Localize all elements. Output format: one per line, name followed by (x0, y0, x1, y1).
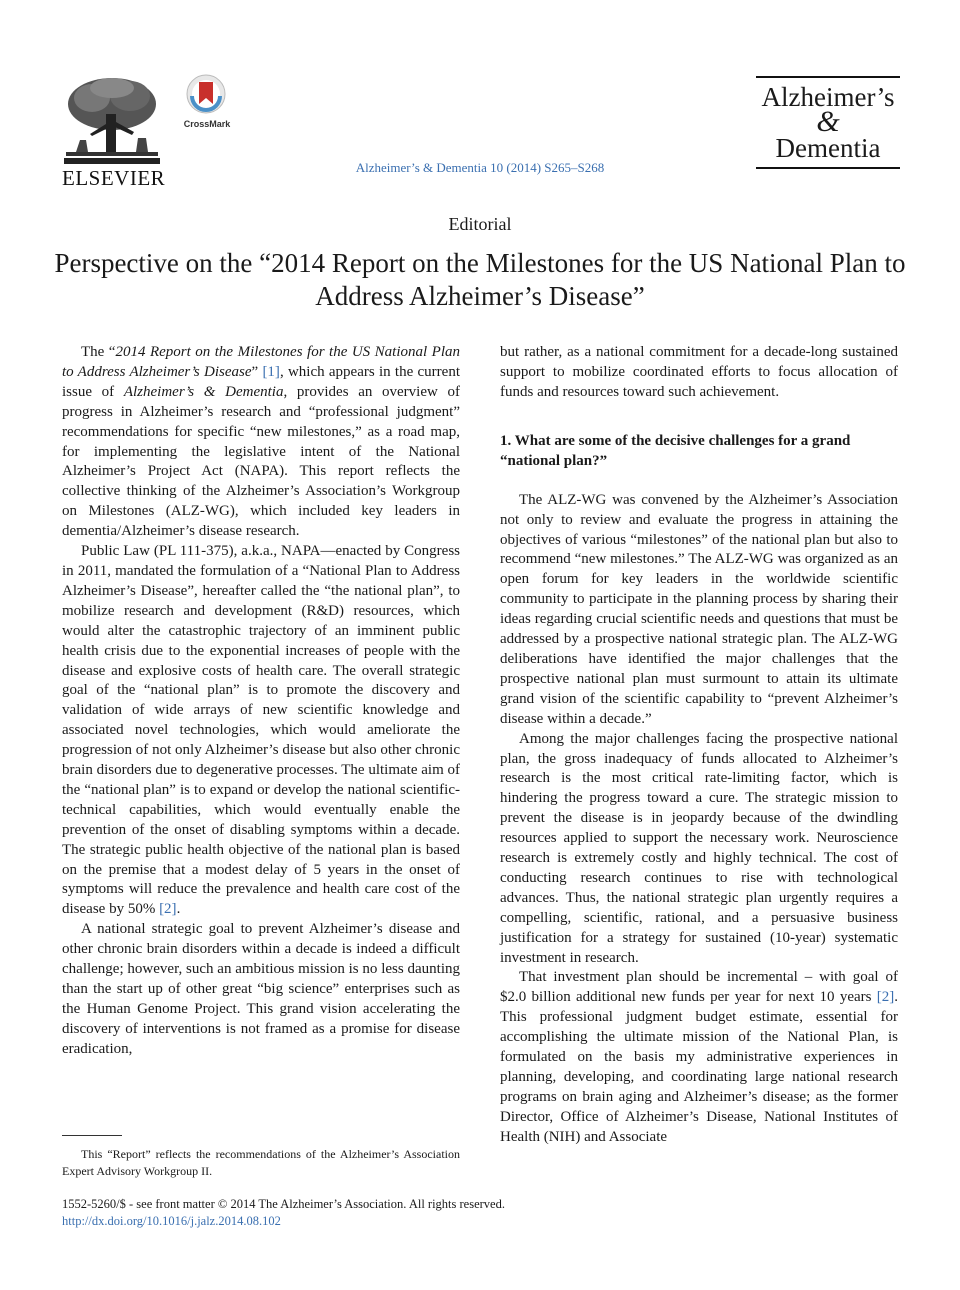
logo-rule-top (756, 76, 900, 78)
journal-logo (756, 76, 900, 169)
article-type: Editorial (448, 214, 512, 234)
paragraph-3: A national strategic goal to prevent Alzheimer’s disease and other chronic brain disorders within a decade is indeed a difficult challenge; however, such an ambitious mission is no less daunting than the start up of other great “big science” enterprises such as the Human Genome Project. This grand vision accelerating the discovery of interventions is not framed as a promise for disease eradication, (62, 921, 460, 1057)
section-heading-1: 1. What are some of the decisive challenges for a grand “national plan?” (500, 432, 851, 469)
crossmark-label: CrossMark (183, 119, 231, 129)
footnote: This “Report” reflects the recommendations of the Alzheimer’s Association Expert Advisory Workgroup II. (62, 1147, 460, 1178)
journal-citation[interactable]: Alzheimer’s & Dementia 10 (2014) S265–S268 (355, 160, 605, 175)
paragraph-6: That investment plan should be incremental – with goal of $2.0 billion additional new funds per year for next 10 years [2]. This professional judgment budget estimate, essential for accomplishing the ultimate mission of the National Plan, is formulated on the basis my administrative experiences in planning, developing, and coordinating large national research programs on brain aging and Alzheimer’s disease; as the former Director, Office of Alzheimer’s Disease, National Institutes of Health (NIH) and Associate (500, 969, 898, 1145)
logo-line-2: Dementia (775, 133, 881, 163)
logo-ampersand: & (816, 105, 840, 138)
paragraph-1: The “2014 Report on the Milestones for the US National Plan to Address Alzheimer’s Disease” [1], which appears in the current issue of Alzheimer’s & Dementia, provides an overview of progress in Alzheimer’s research and “professional judgment” recommendations for specific “new milestones,” as a road map, for implementing the legislative intent of the National Alzheimer’s Project Act (NAPA). This report reflects the collective thinking of the Alzheimer’s Association’s Workgroup on Milestones (ALZ-WG), which included key leaders in dementia/Alzheimer’s disease research. (62, 344, 461, 540)
crossmark-badge[interactable] (180, 74, 234, 129)
copyright-line: 1552-5260/$ - see front matter © 2014 The Alzheimer’s Association. All rights reserved. (62, 1197, 505, 1211)
paragraph-5: Among the major challenges facing the prospective national plan, the gross inadequacy of funds allocated to Alzheimer’s research is the most critical rate-limiting factor, which is hindering the progress toward a cure. The strategic mission to prevent the disease is in jeopardy because of the dwindling resources applied to support the necessary work. Neuroscience research is extremely costly and highly technical. The cost of conducting research continues to rise with technological advances. Thus, the national strategic plan urgently requires a compelling, scientific, rational, and a persuasive business justification for a strategy for sustained (10-year) systematic investment in research. (500, 730, 898, 966)
doi-link[interactable]: http://dx.doi.org/10.1016/j.jalz.2014.08.102 (62, 1214, 281, 1228)
footnote-rule (62, 1135, 122, 1136)
elsevier-tree-logo (62, 74, 162, 166)
logo-line-1: Alzheimer’s (761, 82, 895, 112)
right-column (500, 343, 898, 1148)
reference-link-1[interactable]: [1] (262, 363, 280, 380)
reference-link-3[interactable]: [2] (876, 989, 895, 1006)
logo-rule-bottom (756, 167, 900, 169)
crossmark-icon (186, 74, 226, 114)
left-column (62, 343, 460, 1060)
paragraph-2: Public Law (PL 111-375), a.k.a., NAPA—enacted by Congress in 2011, mandated the formulation of a “National Plan to Address Alzheimer’s Disease”, hereafter called the “the national plan”, to mobilize research and development (R&D) resources, which would alter the catastrophic trajectory of an imminent public health crisis due to the exponential increases of people with the disease and explosive costs of health care. The overall strategic goal of the “national plan” is to promote the discovery and validation of wide arrays of new scientific knowledge and associated novel technologies, which would ameliorate the progression of not only Alzheimer’s disease but also other chronic brain disorders due to degenerative processes. The ultimate aim of the “national plan” is to expand or develop the national scientific-technical capabilities, which would eventually enable the prevention of the onset of disabling symptoms within a decade. The strategic public health objective of the national plan is based on the premise that a modest delay of 5 years in the onset of symptoms will reduce the prevalence and health care cost of the disease by 50% [2]. (62, 543, 460, 918)
paragraph-3-continued: but rather, as a national commitment for a decade-long sustained support to mobilize coordinated efforts to focus allocation of funds and resources toward such achievement. (500, 344, 898, 400)
tree-icon (62, 74, 162, 166)
publisher-name: ELSEVIER (62, 166, 166, 190)
paragraph-4: The ALZ-WG was convened by the Alzheimer’s Association not only to review and evaluate the progress in attaining the objectives of various “milestones” of the national plan but also to recommend “new milestones.” The ALZ-WG was organized as an open forum for key leaders in the worldwide scientific community to participate in the planning process by sharing their ideas regarding crucial scientific needs and questions that must be addressed by a prospective national strategic plan. The ALZ-WG deliberations have identified the major challenges that the prospective national plan must surmount to attain its ultimate grand vision of the scientific capability to “prevent Alzheimer’s disease within a decade.” (500, 491, 898, 727)
article-title: Perspective on the “2014 Report on the Milestones for the US National Plan to Address Alzheimer’s Disease” (54, 248, 906, 311)
reference-link-2[interactable]: [2] (159, 901, 177, 918)
